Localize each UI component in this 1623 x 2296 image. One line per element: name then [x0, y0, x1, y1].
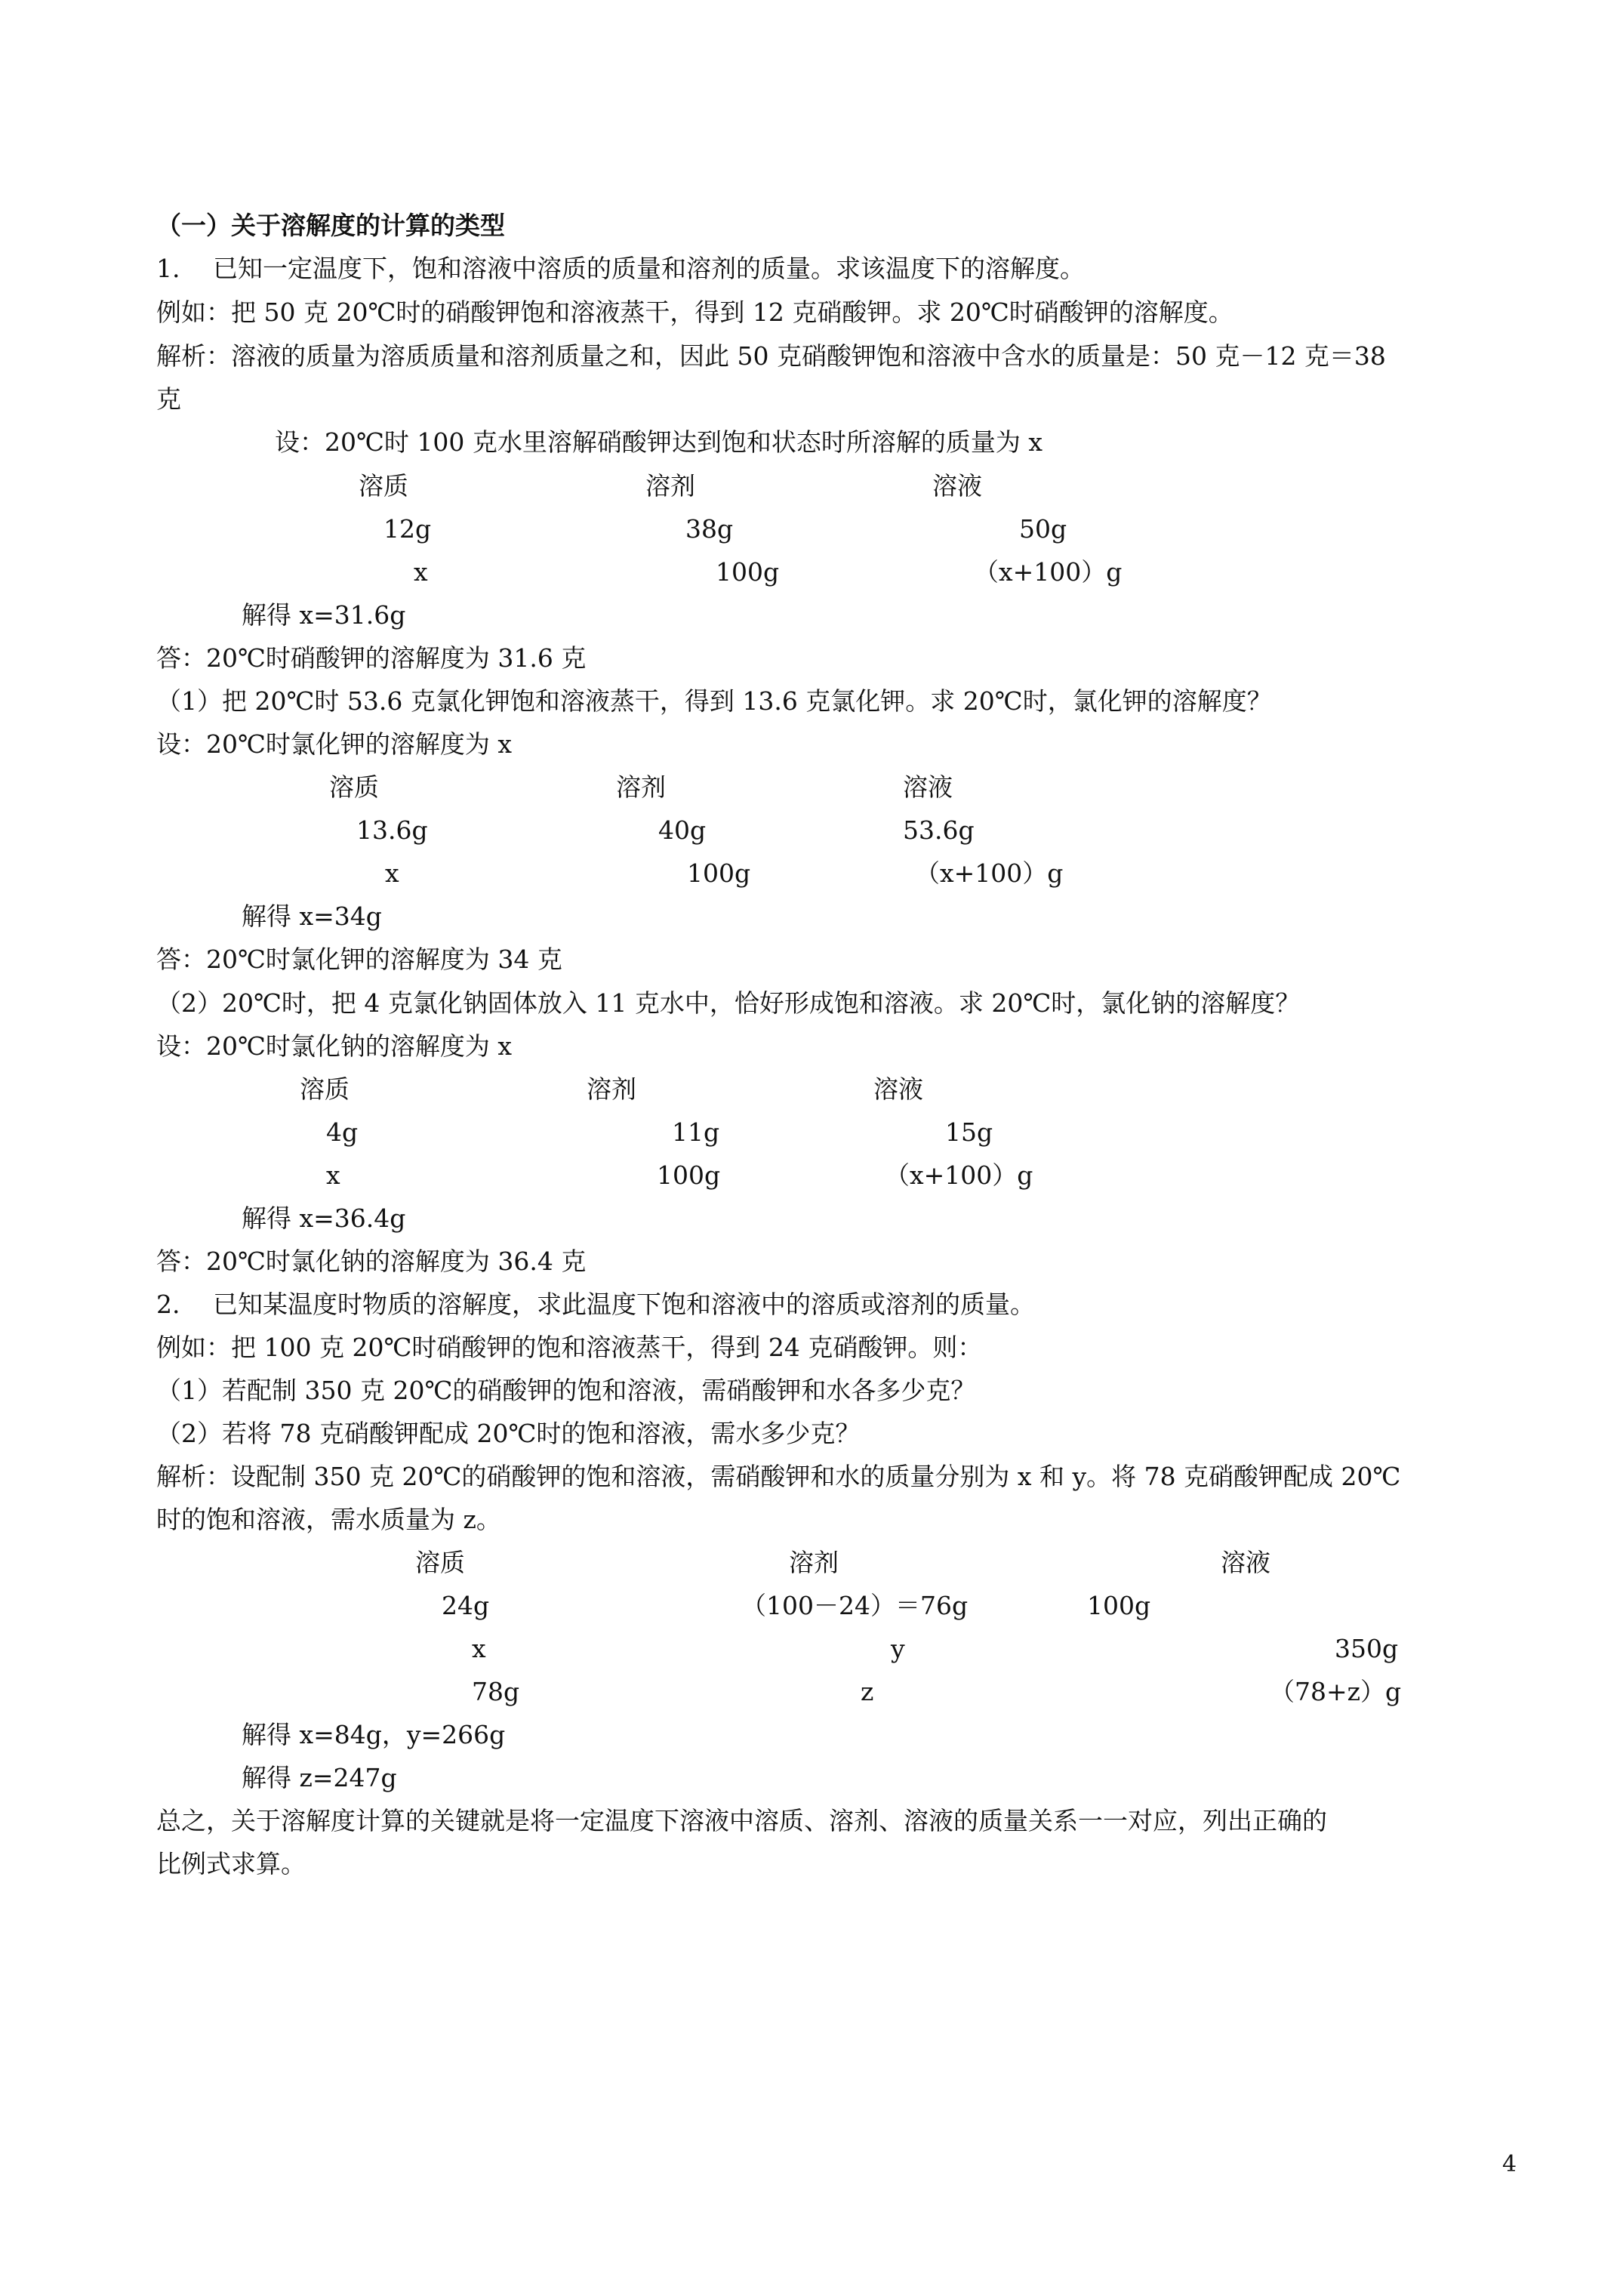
ex1-row2-solvent: 100g: [687, 858, 751, 888]
ex2-row2-solvent: 100g: [657, 1160, 721, 1190]
ex1-row2-solution: （x+100）g: [915, 858, 1064, 888]
type1-header-solvent: 溶剂: [645, 471, 695, 501]
ex1-solve: 解得 x=34g: [242, 901, 382, 931]
ex2-solve: 解得 x=36.4g: [242, 1203, 406, 1233]
type2-row1-solution: 100g: [1087, 1591, 1151, 1620]
type2-row1-solvent: （100－24）＝76g: [741, 1591, 969, 1620]
type1-example: 例如：把 50 克 20℃时的硝酸钾饱和溶液蒸干，得到 12 克硝酸钾。求 20℃时硝酸钾的溶解度。: [156, 297, 1233, 327]
ex2-answer: 答：20℃时氯化钠的溶解度为 36.4 克: [156, 1247, 587, 1276]
type2-header-solution: 溶液: [1221, 1548, 1270, 1577]
type1-row2-solvent: 100g: [716, 557, 780, 587]
type1-row1-solvent: 38g: [685, 514, 734, 544]
type1-let: 设：20℃时 100 克水里溶解硝酸钾达到饱和状态时所溶解的质量为 x: [275, 427, 1042, 457]
type1-row2-solution: （x+100）g: [974, 557, 1123, 587]
ex1-row2-solute: x: [385, 858, 399, 888]
type2-example: 例如：把 100 克 20℃时硝酸钾的饱和溶液蒸干，得到 24 克硝酸钾。则：: [156, 1333, 983, 1362]
type2-header-solvent: 溶剂: [789, 1548, 839, 1577]
type1-row2-solute: x: [414, 557, 428, 587]
ex2-row1-solvent: 11g: [672, 1117, 720, 1147]
ex2-header-solution: 溶液: [873, 1074, 923, 1104]
type1-analysis-line2: 克: [156, 384, 181, 414]
ex2-let: 设：20℃时氯化钠的溶解度为 x: [156, 1031, 513, 1061]
ex2-header-solute: 溶质: [300, 1074, 350, 1104]
type2-header-solute: 溶质: [415, 1548, 465, 1577]
ex2-row1-solution: 15g: [945, 1117, 993, 1147]
type2-row3-solute: 78g: [472, 1677, 520, 1706]
ex2-header-solvent: 溶剂: [587, 1074, 636, 1104]
summary-line2: 比例式求算。: [156, 1849, 306, 1878]
ex1-answer: 答：20℃时氯化钾的溶解度为 34 克: [156, 945, 562, 974]
type2-analysis-line1: 解析：设配制 350 克 20℃的硝酸钾的饱和溶液，需硝酸钾和水的质量分别为 x 和 y。将 78 克硝酸钾配成 20℃: [156, 1462, 1401, 1491]
ex2-row2-solution: （x+100）g: [885, 1160, 1033, 1190]
type1-row1-solute: 12g: [383, 514, 432, 544]
type2-row2-solute: x: [472, 1634, 486, 1663]
ex1-header-solution: 溶液: [903, 772, 953, 802]
type2-row2-solvent: y: [891, 1634, 905, 1663]
type2-row2-solution: 350g: [1335, 1634, 1399, 1663]
type2-question-1: （1）若配制 350 克 20℃的硝酸钾的饱和溶液，需硝酸钾和水各多少克？: [156, 1376, 976, 1405]
summary-line1: 总之，关于溶解度计算的关键就是将一定温度下溶液中溶质、溶剂、溶液的质量关系一一对应，列出正确的: [156, 1806, 1327, 1835]
type1-row1-solution: 50g: [1019, 514, 1067, 544]
ex1-question: （1）把 20℃时 53.6 克氯化钾饱和溶液蒸干，得到 13.6 克氯化钾。求 20℃时，氯化钾的溶解度？: [156, 686, 1272, 716]
type1-solve: 解得 x=31.6g: [242, 600, 406, 630]
ex1-row1-solute: 13.6g: [356, 815, 428, 845]
type1-title: 1. 已知一定温度下，饱和溶液中溶质的质量和溶剂的质量。求该温度下的溶解度。: [156, 254, 1085, 283]
type2-solve-xy: 解得 x=84g，y=266g: [242, 1720, 506, 1749]
type2-solve-z: 解得 z=247g: [242, 1763, 397, 1792]
ex2-row1-solute: 4g: [326, 1117, 359, 1147]
page-number: 4: [1502, 2151, 1517, 2177]
ex2-row2-solute: x: [326, 1160, 340, 1190]
type1-analysis-line1: 解析：溶液的质量为溶质质量和溶剂质量之和，因此 50 克硝酸钾饱和溶液中含水的质量是：50 克－12 克＝38: [156, 341, 1386, 371]
ex1-header-solvent: 溶剂: [616, 772, 666, 802]
type2-title: 2. 已知某温度时物质的溶解度，求此温度下饱和溶液中的溶质或溶剂的质量。: [156, 1290, 1035, 1319]
type2-analysis-line2: 时的饱和溶液，需水质量为 z。: [156, 1505, 501, 1534]
ex2-question: （2）20℃时，把 4 克氯化钠固体放入 11 克水中，恰好形成饱和溶液。求 20℃时，氯化钠的溶解度？: [156, 988, 1301, 1018]
type1-header-solute: 溶质: [359, 471, 408, 501]
ex1-header-solute: 溶质: [329, 772, 379, 802]
ex1-let: 设：20℃时氯化钾的溶解度为 x: [156, 729, 513, 759]
section-heading: （一）关于溶解度的计算的类型: [156, 211, 505, 240]
ex1-row1-solution: 53.6g: [903, 815, 975, 845]
type2-row3-solvent: z: [861, 1677, 874, 1706]
type1-answer: 答：20℃时硝酸钾的溶解度为 31.6 克: [156, 643, 587, 673]
ex1-row1-solvent: 40g: [658, 815, 707, 845]
type2-row3-solution: （78+z）g: [1270, 1677, 1402, 1706]
type2-row1-solute: 24g: [442, 1591, 490, 1620]
type1-header-solution: 溶液: [932, 471, 982, 501]
type2-question-2: （2）若将 78 克硝酸钾配成 20℃时的饱和溶液，需水多少克？: [156, 1419, 861, 1448]
